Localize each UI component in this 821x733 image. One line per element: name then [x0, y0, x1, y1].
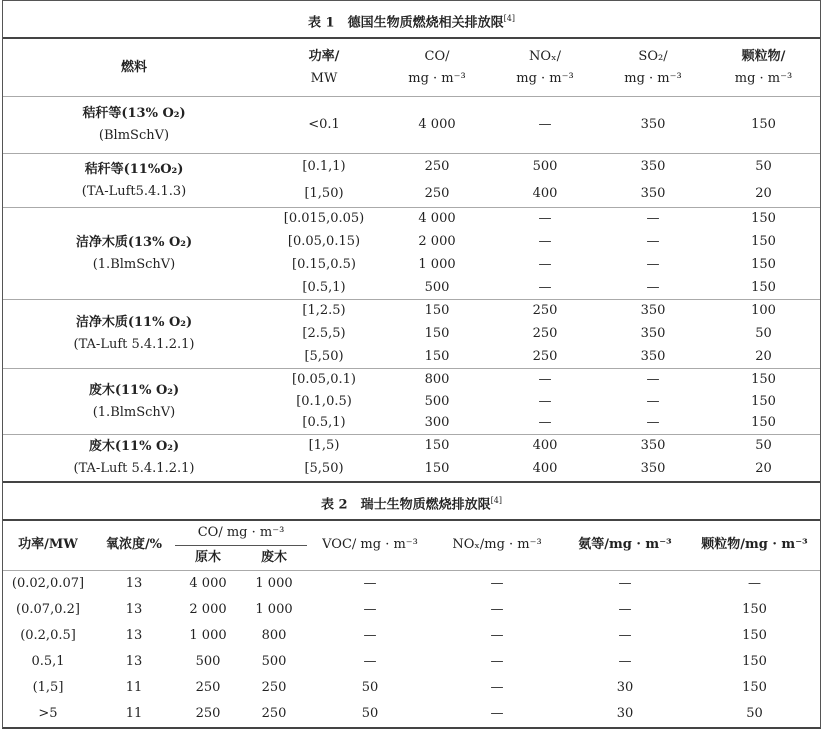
- fuel-standard: (1.BlmSchV): [92, 256, 176, 272]
- fuel-cell: [3, 97, 265, 154]
- table-cell: 1 000: [418, 257, 456, 272]
- table-row: [3, 435, 820, 458]
- table-cell: 150: [424, 326, 450, 341]
- table-cell: —: [748, 576, 761, 591]
- table-cell: 50: [361, 706, 379, 721]
- table1-title: [3, 0, 820, 39]
- table-cell: —: [646, 393, 660, 409]
- header-voc: VOC/ mg · m⁻³: [322, 537, 418, 552]
- table-cell: —: [599, 369, 707, 391]
- table-cell: 150: [751, 234, 776, 249]
- table-row: [3, 649, 820, 675]
- table-cell: 400: [532, 461, 558, 476]
- table-cell: 500: [195, 654, 221, 669]
- table-cell: 1 000: [255, 602, 293, 617]
- table-cell: 350: [640, 326, 666, 341]
- table2-ref: [4]: [490, 495, 502, 505]
- table-cell: (0.2,0.5]: [20, 628, 76, 643]
- header-particles: 颗粒物/mg · m⁻³: [701, 537, 808, 552]
- table-cell: —: [490, 680, 504, 695]
- table-cell: —: [646, 257, 660, 272]
- table-cell: —: [538, 234, 552, 249]
- table-cell: 350: [599, 435, 707, 458]
- table-cell: —: [491, 369, 599, 391]
- table-cell: [0.5,1): [302, 279, 346, 295]
- fuel-name: 洁净木质(11% O₂): [75, 315, 193, 330]
- table-cell: 150: [424, 461, 450, 476]
- header-line: CO/: [424, 48, 450, 64]
- table2-header-row: [3, 521, 820, 546]
- table-cell: —: [618, 654, 632, 669]
- table-cell: 150: [742, 628, 767, 643]
- header-oxygen: 氧浓度/%: [105, 537, 163, 552]
- table-cell: —: [599, 208, 707, 231]
- table-cell: 150: [751, 279, 776, 295]
- table-cell: —: [490, 628, 504, 643]
- table-cell: 1 000: [189, 628, 227, 643]
- fuel-name: 秸秆等(11%O₂): [84, 161, 184, 177]
- header-line: mg · m⁻³: [408, 70, 466, 86]
- table-cell: 800: [383, 369, 491, 391]
- fuel-standard: (TA-Luft 5.4.1.2.1): [73, 460, 195, 476]
- table-row: [3, 97, 820, 154]
- table1-header-cell: [491, 39, 599, 97]
- table-cell: 150: [751, 257, 776, 272]
- table1-ref: [4]: [503, 14, 515, 23]
- table-row: [3, 701, 820, 727]
- table-cell: 400: [532, 185, 558, 201]
- table-cell: 250: [261, 680, 287, 695]
- table-cell: 500: [424, 393, 450, 409]
- table-cell: 30: [616, 706, 634, 721]
- table-cell: (0.02,0.07]: [11, 576, 85, 591]
- table-cell: 50: [361, 680, 379, 695]
- table-cell: [0.5,1): [302, 415, 346, 431]
- fuel-cell: [3, 435, 265, 481]
- table-cell: 20: [755, 461, 772, 476]
- table1-header-cell: [707, 39, 820, 97]
- table-cell: —: [490, 602, 504, 617]
- document: [2, 0, 821, 729]
- table-cell: 150: [707, 97, 820, 154]
- table-cell: 100: [707, 300, 820, 323]
- header-co: CO/ mg · m⁻³: [175, 521, 307, 546]
- table-cell: 800: [261, 628, 287, 643]
- table-cell: >5: [38, 706, 58, 721]
- fuel-name: 废木(11% O₂): [88, 438, 180, 454]
- fuel-standard: (TA-Luft 5.4.1.2.1): [73, 337, 195, 352]
- table-cell: —: [363, 576, 377, 591]
- table-cell: —: [363, 628, 377, 643]
- table-cell: —: [363, 654, 377, 669]
- fuel-standard: (BlmSchV): [98, 128, 170, 143]
- table-cell: 4 000: [189, 576, 227, 591]
- table-cell: 250: [424, 185, 450, 201]
- table-cell: [1,50): [304, 185, 344, 201]
- fuel-name: 洁净木质(13% O₂): [75, 234, 193, 250]
- table-row: [3, 570, 820, 597]
- table-row: [3, 369, 820, 391]
- table-cell: 350: [640, 348, 666, 364]
- table-cell: 250: [383, 154, 491, 181]
- table-cell: 350: [599, 154, 707, 181]
- table-cell: 150: [707, 208, 820, 231]
- header-line: 燃料: [120, 59, 147, 75]
- table1: [3, 39, 820, 481]
- fuel-name: 废木(11% O₂): [88, 382, 180, 398]
- fuel-cell: [3, 208, 265, 300]
- table-cell: 30: [616, 680, 634, 695]
- table-row: [3, 623, 820, 649]
- table-cell: 150: [707, 369, 820, 391]
- table-cell: —: [491, 97, 599, 154]
- header-line: SO₂/: [638, 48, 668, 64]
- header-co-waste-wood: 废木: [261, 549, 288, 565]
- table-cell: 50: [755, 326, 772, 341]
- table-cell: [0.1,0.5): [296, 393, 352, 409]
- table-cell: 150: [751, 393, 776, 409]
- table-cell: 0.5,1: [31, 654, 65, 669]
- table-cell: 1 000: [255, 576, 293, 591]
- table-cell: —: [491, 208, 599, 231]
- table-cell: 350: [599, 300, 707, 323]
- table-cell: 11: [125, 680, 143, 695]
- table-row: [3, 208, 820, 231]
- header-line: mg · m⁻³: [624, 70, 682, 86]
- table-cell: 150: [383, 435, 491, 458]
- table-cell: 250: [195, 706, 221, 721]
- fuel-standard: (TA-Luft5.4.1.3): [81, 183, 187, 199]
- table-cell: 50: [707, 435, 820, 458]
- table-cell: [0.05,0.1): [265, 369, 383, 391]
- header-line: 颗粒物/: [741, 48, 786, 64]
- table2-title: [3, 481, 820, 521]
- fuel-cell: [3, 369, 265, 435]
- table1-header-cell: [383, 39, 491, 97]
- table-row: [3, 154, 820, 181]
- header-line: NOₓ/: [529, 48, 561, 64]
- table-cell: 400: [491, 435, 599, 458]
- fuel-standard: (1.BlmSchV): [92, 404, 176, 420]
- table1-header-row: [3, 39, 820, 97]
- table-row: [3, 300, 820, 323]
- table-cell: 350: [640, 185, 666, 201]
- table-cell: 150: [424, 348, 450, 364]
- table-row: [3, 675, 820, 701]
- table1-header-cell: [3, 39, 265, 97]
- table-cell: 150: [383, 300, 491, 323]
- table-cell: [0.1,1): [265, 154, 383, 181]
- table-cell: [5,50): [304, 348, 344, 364]
- table1-header-cell: [265, 39, 383, 97]
- table-cell: 350: [599, 97, 707, 154]
- table-cell: [5,50): [304, 461, 344, 476]
- table-cell: 20: [755, 348, 772, 364]
- table-cell: —: [538, 257, 552, 272]
- fuel-cell: [3, 300, 265, 369]
- header-line: mg · m⁻³: [516, 70, 574, 86]
- table2: [3, 521, 820, 727]
- header-line: mg · m⁻³: [734, 70, 793, 86]
- table-cell: (0.07,0.2]: [16, 602, 80, 617]
- table-row: [3, 597, 820, 623]
- table-cell: [0.05,0.15): [287, 234, 361, 249]
- table-cell: 150: [742, 680, 767, 695]
- table-cell: —: [646, 279, 660, 295]
- header-ammonia: 氨等/mg · m⁻³: [578, 537, 672, 552]
- table-cell: —: [618, 628, 632, 643]
- table-cell: 150: [742, 602, 767, 617]
- table-cell: —: [363, 602, 377, 617]
- table-cell: [1,2.5): [265, 300, 383, 323]
- table-cell: [1,5): [265, 435, 383, 458]
- table-cell: <0.1: [265, 97, 383, 154]
- table-cell: 250: [491, 300, 599, 323]
- header-nox: NOₓ/mg · m⁻³: [452, 537, 542, 552]
- table-cell: —: [618, 576, 632, 591]
- table-cell: 250: [532, 348, 558, 364]
- table-cell: 500: [491, 154, 599, 181]
- table-cell: 4 000: [383, 97, 491, 154]
- table-cell: [0.015,0.05): [265, 208, 383, 231]
- table-cell: 250: [532, 326, 558, 341]
- table-cell: —: [646, 234, 660, 249]
- table-cell: —: [490, 654, 504, 669]
- table-cell: [2.5,5): [302, 326, 346, 341]
- header-line: 功率/: [308, 48, 340, 64]
- table-cell: 350: [640, 461, 666, 476]
- table-cell: 250: [195, 680, 221, 695]
- table-cell: 150: [742, 654, 767, 669]
- table-cell: 500: [424, 279, 450, 295]
- table-cell: 11: [125, 706, 143, 721]
- header-power: 功率/MW: [18, 537, 78, 552]
- table-cell: —: [538, 279, 552, 295]
- table1-title-text: 表 1 德国生物质燃烧相关排放限: [308, 15, 504, 31]
- table-cell: 13: [125, 628, 143, 643]
- header-co-raw-wood: 原木: [194, 549, 221, 565]
- table-cell: 2 000: [189, 602, 227, 617]
- table-cell: 13: [125, 576, 143, 591]
- table-cell: —: [490, 576, 504, 591]
- table-cell: —: [646, 415, 660, 431]
- fuel-cell: [3, 154, 265, 208]
- table-cell: 150: [751, 415, 776, 431]
- table-cell: —: [538, 393, 552, 409]
- table-cell: (1,5]: [32, 680, 64, 695]
- table-cell: 13: [125, 654, 143, 669]
- table-cell: 250: [261, 706, 287, 721]
- table-cell: 13: [125, 602, 143, 617]
- table-cell: 50: [746, 706, 763, 721]
- fuel-name: 秸秆等(13% O₂): [82, 106, 186, 121]
- table2-title-text: 表 2 瑞士生物质燃烧排放限: [321, 496, 491, 512]
- table-cell: —: [538, 415, 552, 431]
- table-cell: —: [490, 706, 504, 721]
- table-cell: 4 000: [383, 208, 491, 231]
- table-cell: 50: [707, 154, 820, 181]
- table-cell: —: [618, 602, 632, 617]
- header-line: MW: [310, 70, 338, 86]
- table-cell: 300: [424, 415, 450, 431]
- table-cell: 20: [755, 185, 772, 201]
- table-cell: [0.15,0.5): [292, 257, 356, 272]
- table1-header-cell: [599, 39, 707, 97]
- table-cell: 2 000: [418, 234, 456, 249]
- table-cell: 500: [261, 654, 287, 669]
